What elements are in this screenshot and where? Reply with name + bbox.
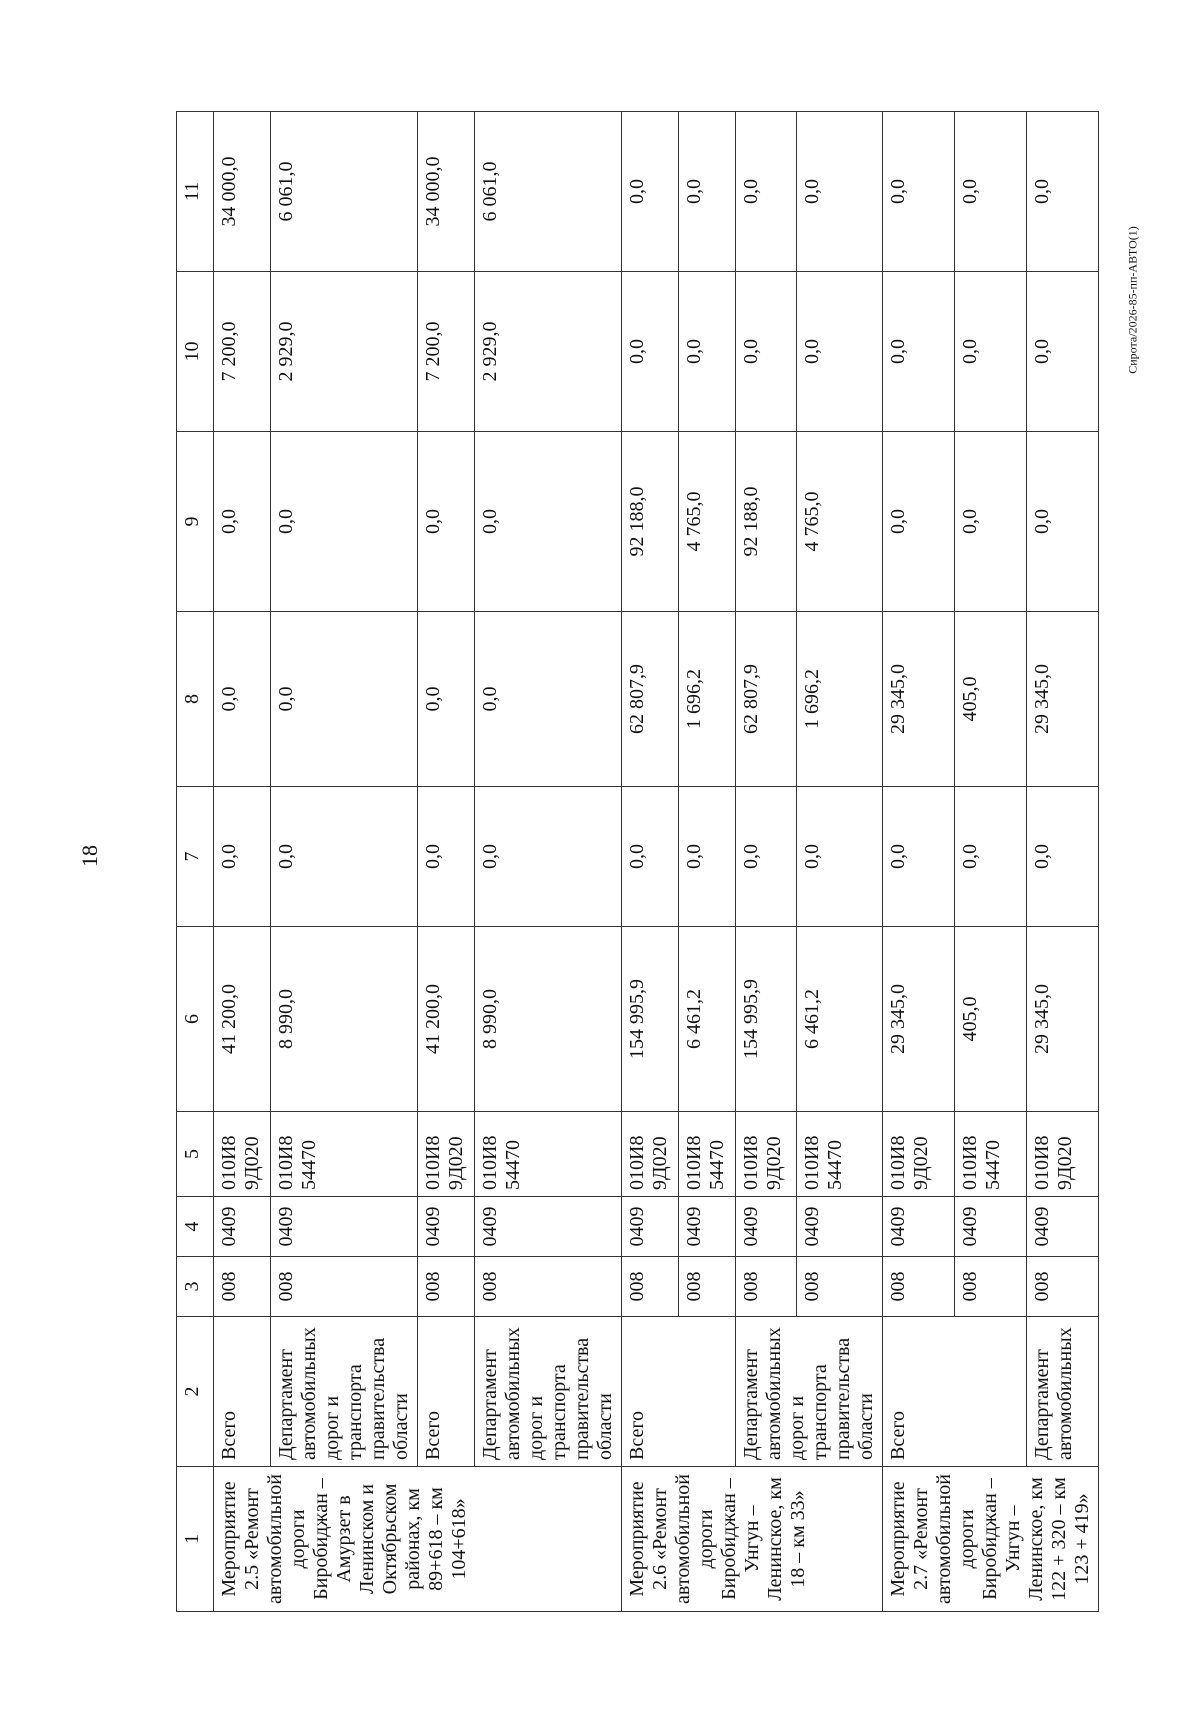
value-cell: 29 345,0 [1027,612,1099,787]
column-number-row [177,112,214,1612]
section-code: 0409 [955,1197,1027,1257]
value-cell: 1 696,2 [679,612,736,787]
value-cell: 7 200,0 [418,272,475,432]
table-row [271,112,418,1612]
value-cell: 41 200,0 [418,927,475,1112]
section-code: 0409 [214,1197,271,1257]
executor-cell: Департамент автомобильных [1027,1317,1099,1467]
value-cell: 0,0 [418,612,475,787]
value-cell: 0,0 [214,787,271,927]
value-cell: 0,0 [622,112,679,272]
column-number: 2 [177,1317,214,1467]
table-row [883,112,955,1612]
section-code: 0409 [622,1197,679,1257]
value-cell: 0,0 [475,787,622,927]
target-article-code: 010И8 9Д020 [1027,1112,1099,1197]
column-number: 9 [177,432,214,612]
ministry-code: 008 [679,1257,736,1317]
value-cell: 0,0 [475,612,622,787]
value-cell: 92 188,0 [736,432,797,612]
value-cell: 8 990,0 [271,927,418,1112]
value-cell: 7 200,0 [214,272,271,432]
value-cell: 6 461,2 [797,927,883,1112]
value-cell: 0,0 [797,272,883,432]
document-code: Сирота/2026-85-пп-АВТО(1) [1125,226,1140,374]
rotated-table-container [176,112,1176,1612]
value-cell: 6 061,0 [271,112,418,272]
value-cell: 0,0 [1027,432,1099,612]
ministry-code: 008 [271,1257,418,1317]
ministry-code: 008 [883,1257,955,1317]
target-article-code: 010И8 9Д020 [622,1112,679,1197]
ministry-code: 008 [214,1257,271,1317]
value-cell: 0,0 [679,272,736,432]
value-cell: 0,0 [418,787,475,927]
executor-cell: Департамент автомобильных дорог и транспорта правительства области [475,1317,622,1467]
section-code: 0409 [883,1197,955,1257]
target-article-code: 010И8 9Д020 [883,1112,955,1197]
value-cell: 0,0 [955,112,1027,272]
column-number: 4 [177,1197,214,1257]
value-cell: 1 696,2 [797,612,883,787]
value-cell: 0,0 [797,112,883,272]
target-article-code: 010И8 54470 [797,1112,883,1197]
target-article-code: 010И8 9Д020 [736,1112,797,1197]
table-row [736,112,797,1612]
value-cell: 0,0 [271,787,418,927]
value-cell: 92 188,0 [622,432,679,612]
column-number: 7 [177,787,214,927]
value-cell: 29 345,0 [1027,927,1099,1112]
value-cell: 29 345,0 [883,612,955,787]
executor-cell: Департамент автомобильных дорог и транспорта правительства области [736,1317,883,1467]
value-cell: 0,0 [271,432,418,612]
value-cell: 154 995,9 [736,927,797,1112]
table-row [1027,112,1099,1612]
column-number: 10 [177,272,214,432]
section-code: 0409 [271,1197,418,1257]
value-cell: 154 995,9 [622,927,679,1112]
value-cell: 2 929,0 [271,272,418,432]
value-cell: 0,0 [955,272,1027,432]
value-cell: 6 461,2 [679,927,736,1112]
column-number: 6 [177,927,214,1112]
section-code: 0409 [475,1197,622,1257]
value-cell: 6 061,0 [475,112,622,272]
value-cell: 4 765,0 [679,432,736,612]
executor-cell: Всего [622,1317,736,1467]
value-cell: 0,0 [1027,112,1099,272]
target-article-code: 010И8 9Д020 [214,1112,271,1197]
activity-name: Мероприятие 2.6 «Ремонт автомобильной дороги Биробиджан – Унгун – Ленинское, км 18 – км 33» [622,1467,883,1612]
column-number: 1 [177,1467,214,1612]
value-cell: 41 200,0 [214,927,271,1112]
ministry-code: 008 [955,1257,1027,1317]
value-cell: 4 765,0 [797,432,883,612]
activity-name: Мероприятие 2.7 «Ремонт автомобильной дороги Биробиджан – Унгун – Ленинское, км 122 + 320 – км 123 + 419» [883,1467,1099,1612]
activity-name: Мероприятие 2.5 «Ремонт автомобильной дороги Биробиджан – Амурзет в Ленинском и Октябрьском районах, км 89+618 – км 104+618» [214,1467,622,1612]
executor-cell: Всего [883,1317,1027,1467]
value-cell: 405,0 [955,612,1027,787]
executor-cell: Всего [214,1317,271,1467]
value-cell: 0,0 [679,787,736,927]
value-cell: 2 929,0 [475,272,622,432]
value-cell: 0,0 [622,787,679,927]
section-code: 0409 [736,1197,797,1257]
column-number: 11 [177,112,214,272]
table-row [622,112,679,1612]
section-code: 0409 [1027,1197,1099,1257]
target-article-code: 010И8 54470 [955,1112,1027,1197]
section-code: 0409 [418,1197,475,1257]
ministry-code: 008 [736,1257,797,1317]
value-cell: 0,0 [797,787,883,927]
section-code: 0409 [797,1197,883,1257]
value-cell: 8 990,0 [475,927,622,1112]
value-cell: 0,0 [736,787,797,927]
value-cell: 0,0 [679,112,736,272]
value-cell: 0,0 [883,787,955,927]
value-cell: 0,0 [475,432,622,612]
target-article-code: 010И8 54470 [475,1112,622,1197]
value-cell: 0,0 [955,787,1027,927]
value-cell: 62 807,9 [622,612,679,787]
value-cell: 0,0 [955,432,1027,612]
budget-table [176,111,1099,1612]
value-cell: 405,0 [955,927,1027,1112]
value-cell: 34 000,0 [214,112,271,272]
value-cell: 0,0 [214,432,271,612]
column-number: 5 [177,1112,214,1197]
ministry-code: 008 [1027,1257,1099,1317]
column-number: 8 [177,612,214,787]
ministry-code: 008 [797,1257,883,1317]
target-article-code: 010И8 54470 [679,1112,736,1197]
value-cell: 0,0 [214,612,271,787]
executor-cell: Департамент автомобильных дорог и транспорта правительства области [271,1317,418,1467]
value-cell: 0,0 [883,432,955,612]
value-cell: 0,0 [736,272,797,432]
executor-cell: Всего [418,1317,475,1467]
value-cell: 0,0 [271,612,418,787]
value-cell: 0,0 [883,112,955,272]
table-row [214,112,271,1612]
value-cell: 0,0 [736,112,797,272]
target-article-code: 010И8 9Д020 [418,1112,475,1197]
value-cell: 34 000,0 [418,112,475,272]
ministry-code: 008 [475,1257,622,1317]
section-code: 0409 [679,1197,736,1257]
value-cell: 29 345,0 [883,927,955,1112]
value-cell: 0,0 [1027,272,1099,432]
page-number: 18 [77,845,102,867]
value-cell: 0,0 [883,272,955,432]
ministry-code: 008 [622,1257,679,1317]
value-cell: 62 807,9 [736,612,797,787]
target-article-code: 010И8 54470 [271,1112,418,1197]
value-cell: 0,0 [418,432,475,612]
value-cell: 0,0 [1027,787,1099,927]
ministry-code: 008 [418,1257,475,1317]
column-number: 3 [177,1257,214,1317]
value-cell: 0,0 [622,272,679,432]
table-row [475,112,622,1612]
table-row [418,112,475,1612]
